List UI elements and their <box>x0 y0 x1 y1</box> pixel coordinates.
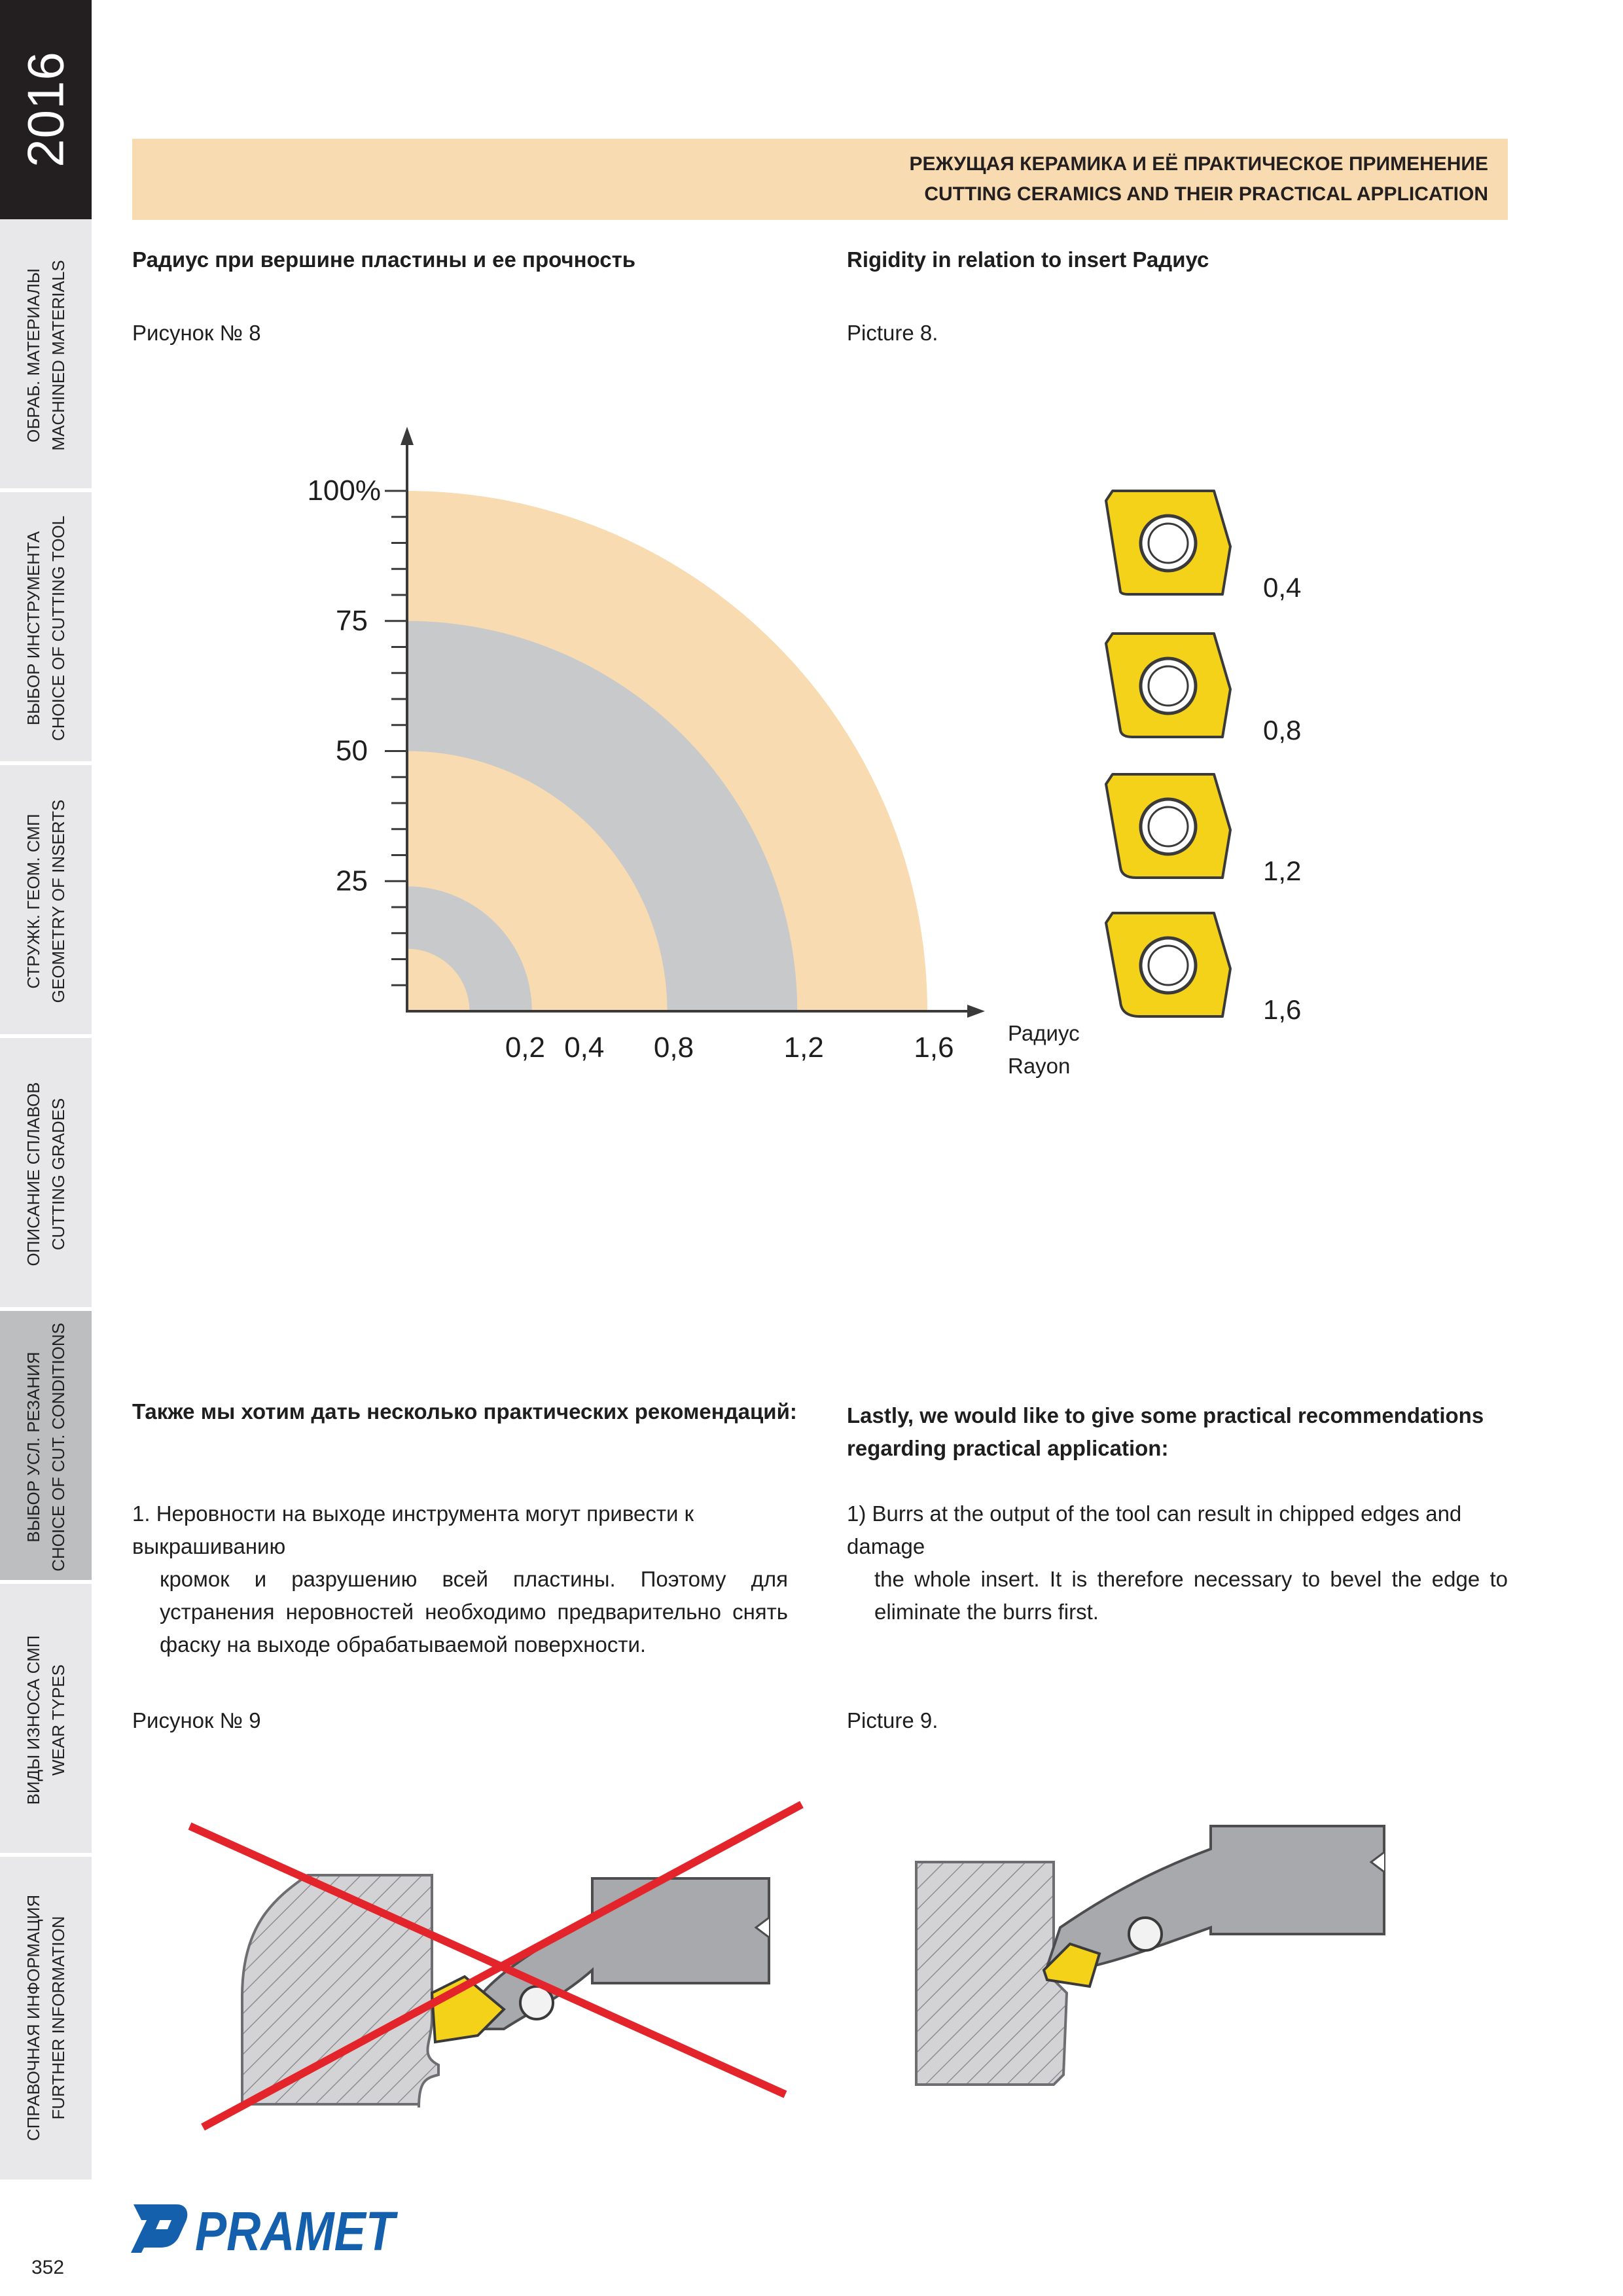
tab-label-en: MACHINED MATERIALS <box>48 260 68 451</box>
insert-illustrations <box>1106 491 1301 1025</box>
insert-screw-right <box>1129 1918 1162 1950</box>
paragraph-ru-first-line: 1. Неровности на выходе инструмента могут привести к выкрашиванию <box>132 1501 694 1558</box>
correct-example <box>916 1826 1384 2085</box>
paragraph-en <box>847 1498 1508 1628</box>
tab-label-ru: ОПИСАНИЕ СПЛАВОВ <box>24 1082 43 1266</box>
caption-picture-9-ru: Рисунок № 9 <box>132 1708 261 1732</box>
x-tick-label: 1,6 <box>914 1031 954 1064</box>
insert-radius-label: 1,2 <box>1263 855 1302 886</box>
paragraph-en-first-line: 1) Burrs at the output of the tool can result in chipped edges and damage <box>847 1501 1462 1558</box>
chart-arcs <box>407 491 927 1011</box>
y-axis-arrow <box>401 427 414 445</box>
tab-label-ru: СПРАВОЧНАЯ ИНФОРМАЦИЯ <box>24 1894 43 2142</box>
tab-label-en: WEAR TYPES <box>48 1664 68 1776</box>
x-axis-label-ru: Радиус <box>1008 1021 1080 1045</box>
tab-label-en: CUTTING GRADES <box>48 1098 68 1251</box>
x-axis-arrow <box>967 1005 985 1018</box>
x-axis-label-fr: Rayon <box>1008 1054 1071 1078</box>
insert-0-8 <box>1106 634 1301 745</box>
x-tick-label: 0,4 <box>564 1031 605 1064</box>
tab-label-en: CHOICE OF CUT. CONDITIONS <box>48 1323 68 1571</box>
caption-picture-9-en: Picture 9. <box>847 1708 938 1732</box>
caption-picture-8-ru: Рисунок № 8 <box>132 321 261 345</box>
insert-radius-label: 0,4 <box>1263 572 1302 603</box>
heading-radius-ru: Радиус при вершине пластины и ее прочность <box>132 247 636 272</box>
insert-1-2 <box>1106 774 1301 886</box>
year-label: 2016 <box>16 51 75 168</box>
caption-picture-8-en: Picture 8. <box>847 321 938 345</box>
tab-label-ru: ВИДЫ ИЗНОСА СМП <box>24 1635 43 1805</box>
header-title-en: CUTTING CERAMICS AND THEIR PRACTICAL APPLICATION <box>924 183 1488 205</box>
workpiece-with-burr <box>242 1875 438 2108</box>
tab-label-ru: ВЫБОР ИНСТРУМЕНТА <box>24 531 43 726</box>
header-title-ru: РЕЖУЩАЯ КЕРАМИКА И ЕЁ ПРАКТИЧЕСКОЕ ПРИМЕНЕНИЕ <box>909 153 1488 175</box>
x-tick-label: 0,8 <box>653 1031 694 1064</box>
tool-holder-right <box>1047 1826 1384 1970</box>
logo-mark-icon <box>131 2204 187 2253</box>
paragraph-ru <box>132 1498 788 1661</box>
wrong-example <box>190 1804 802 2127</box>
tab-label-en: CHOICE OF CUTTING TOOL <box>48 515 68 742</box>
x-tick-label: 0,2 <box>505 1031 545 1064</box>
paragraph-ru-rest: кромок и разрушению всей пластины. Поэтому для устранения неровностей необходимо предварительно снять фаску на выходе обрабатываемой поверхности. <box>160 1567 788 1657</box>
pramet-logo <box>130 2198 404 2257</box>
tab-label-ru: ОБРАБ. МАТЕРИАЛЫ <box>24 268 43 442</box>
insert-radius-label: 0,8 <box>1263 715 1302 745</box>
heading-recommendations-en: Lastly, we would like to give some practical recommendations regarding practical application: <box>847 1403 1484 1460</box>
tab-label-ru: ВЫБОР УСЛ. РЕЗАНИЯ <box>24 1352 43 1543</box>
tab-label-ru: СТРУЖК. ГЕОМ. СМП <box>24 814 43 989</box>
sidebar-tab-cutting-conditions[interactable] <box>0 1311 92 1584</box>
tab-label-en: FURTHER INFORMATION <box>48 1916 68 2120</box>
y-tick-label: 50 <box>336 734 368 767</box>
x-tick-labels <box>505 1031 954 1064</box>
insert-1-6 <box>1106 913 1301 1025</box>
picture-9-illustration <box>0 1767 1623 2173</box>
y-tick-label: 25 <box>336 865 368 897</box>
insert-radius-label: 1,6 <box>1263 994 1302 1025</box>
paragraph-en-rest: the whole insert. It is therefore necessary to bevel the edge to eliminate the burrs first. <box>874 1567 1508 1624</box>
logo-text: PRAMET <box>195 2200 399 2257</box>
tab-label-en: GEOMETRY OF INSERTS <box>48 799 68 1003</box>
y-tick-label: 75 <box>336 604 368 637</box>
x-tick-label: 1,2 <box>783 1031 824 1064</box>
heading-radius-en: Rigidity in relation to insert Радиус <box>847 247 1209 272</box>
heading-recommendations-ru: Также мы хотим дать несколько практических рекомендаций: <box>132 1399 797 1424</box>
y-tick-label: 100% <box>307 475 381 507</box>
y-ticks <box>307 475 407 985</box>
insert-0-4 <box>1106 491 1301 603</box>
page-number: 352 <box>31 2257 65 2278</box>
